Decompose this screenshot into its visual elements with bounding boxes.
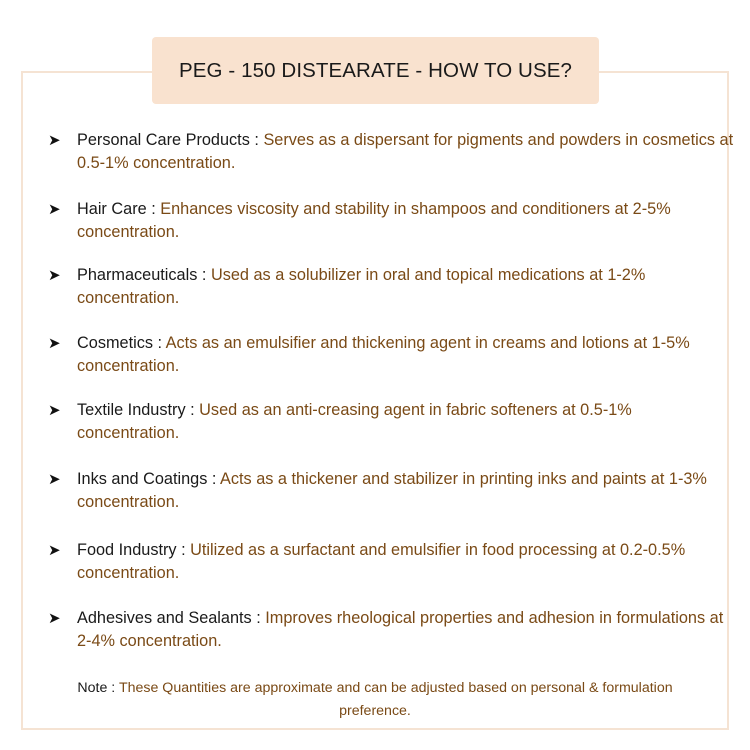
item-label: Inks and Coatings :	[77, 470, 217, 488]
item-label: Pharmaceuticals :	[77, 266, 207, 284]
arrow-bullet-icon: ➤	[48, 201, 61, 218]
arrow-bullet-icon: ➤	[48, 267, 61, 284]
page-title: PEG - 150 DISTEARATE - HOW TO USE?	[152, 37, 599, 104]
list-item	[48, 264, 738, 309]
list-item	[48, 129, 738, 174]
list-item	[48, 399, 738, 444]
list-item	[48, 198, 738, 243]
arrow-bullet-icon: ➤	[48, 610, 61, 627]
item-description: Serves as a dispersant for pigments and powders in cosmetics at 0.5-1% concentration.	[77, 131, 734, 172]
arrow-bullet-icon: ➤	[48, 471, 61, 488]
list-item	[48, 468, 738, 513]
list-item	[48, 332, 738, 377]
arrow-bullet-icon: ➤	[48, 132, 61, 149]
footnote	[60, 677, 690, 723]
list-item	[48, 607, 738, 652]
item-description: Used as an anti-creasing agent in fabric softeners at 0.5-1% concentration.	[77, 401, 632, 442]
item-description: Acts as an emulsifier and thickening agent in creams and lotions at 1-5% concentration.	[77, 334, 690, 375]
note-text: These Quantities are approximate and can be adjusted based on personal & formulation preference.	[118, 680, 673, 719]
item-description: Used as a solubilizer in oral and topical medications at 1-2% concentration.	[77, 266, 646, 307]
item-label: Personal Care Products :	[77, 131, 259, 149]
arrow-bullet-icon: ➤	[48, 335, 61, 352]
item-label: Cosmetics :	[77, 334, 163, 352]
arrow-bullet-icon: ➤	[48, 402, 61, 419]
arrow-bullet-icon: ➤	[48, 542, 61, 559]
item-label: Adhesives and Sealants :	[77, 609, 261, 627]
item-label: Hair Care :	[77, 200, 156, 218]
item-description: Improves rheological properties and adhesion in formulations at 2-4% concentration.	[77, 609, 724, 650]
item-description: Acts as a thickener and stabilizer in printing inks and paints at 1-3% concentration.	[77, 470, 707, 511]
list-item	[48, 539, 738, 584]
item-description: Enhances viscosity and stability in shampoos and conditioners at 2-5% concentration.	[77, 200, 671, 241]
item-label: Food Industry :	[77, 541, 186, 559]
item-label: Textile Industry :	[77, 401, 195, 419]
note-label: Note :	[77, 680, 116, 696]
item-description: Utilized as a surfactant and emulsifier in food processing at 0.2-0.5% concentration.	[77, 541, 686, 582]
